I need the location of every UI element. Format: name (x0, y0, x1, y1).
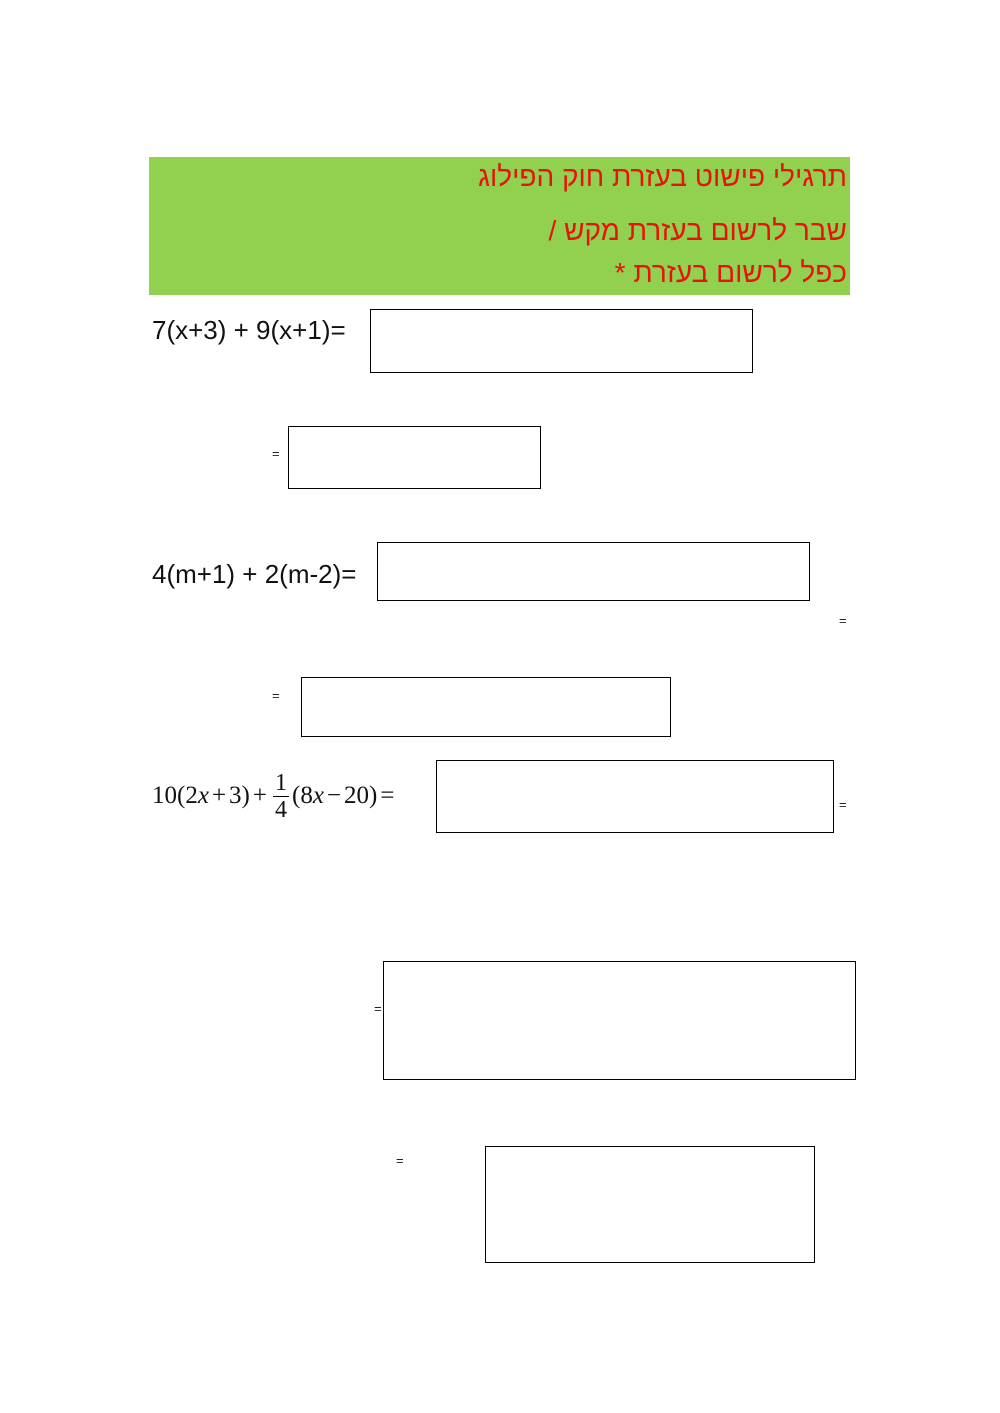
math-operator: + (211, 782, 227, 809)
math-term: 8 (300, 782, 313, 809)
exercise-3-step-box[interactable] (383, 961, 856, 1080)
math-coefficient: 10 (152, 782, 177, 809)
equals-sign: = (374, 1001, 382, 1016)
equals-sign: = (396, 1153, 404, 1168)
instruction-multiply: כפל לרשום בעזרת * (614, 257, 847, 288)
math-operator: − (326, 782, 342, 809)
fraction-denominator: 4 (274, 796, 287, 823)
instruction-fraction: שבר לרשום בעזרת מקש / (548, 215, 847, 246)
math-variable: x (197, 782, 209, 809)
math-equals: = (380, 782, 395, 809)
math-fraction (273, 770, 289, 823)
math-term: 20) (344, 782, 378, 809)
title-banner (149, 157, 850, 295)
exercise-1-expression: 7(x+3) + 9(x+1)= (152, 315, 346, 345)
math-term: 2 (185, 782, 198, 809)
exercise-3-answer-box[interactable] (436, 760, 834, 833)
exercise-2-expression: 4(m+1) + 2(m-2)= (152, 559, 357, 589)
exercise-3-expression (152, 763, 397, 829)
equals-sign: = (272, 446, 280, 461)
math-paren: ( (177, 782, 186, 809)
math-term: 3) (229, 782, 250, 809)
fraction-numerator: 1 (274, 769, 287, 796)
math-paren: ( (291, 782, 301, 809)
equals-sign: = (839, 613, 847, 628)
exercise-2-answer-box[interactable] (377, 542, 810, 601)
title-line-1: תרגילי פישוט בעזרת חוק הפילוג (478, 161, 847, 192)
math-variable: x (312, 782, 324, 809)
exercise-1-answer-box[interactable] (370, 309, 753, 373)
exercise-1-step-box[interactable] (288, 426, 541, 489)
equals-sign: = (839, 797, 847, 812)
exercise-2-step-box[interactable] (301, 677, 671, 737)
math-operator: + (252, 782, 267, 809)
equals-sign: = (272, 688, 280, 703)
exercise-3-final-box[interactable] (485, 1146, 815, 1263)
